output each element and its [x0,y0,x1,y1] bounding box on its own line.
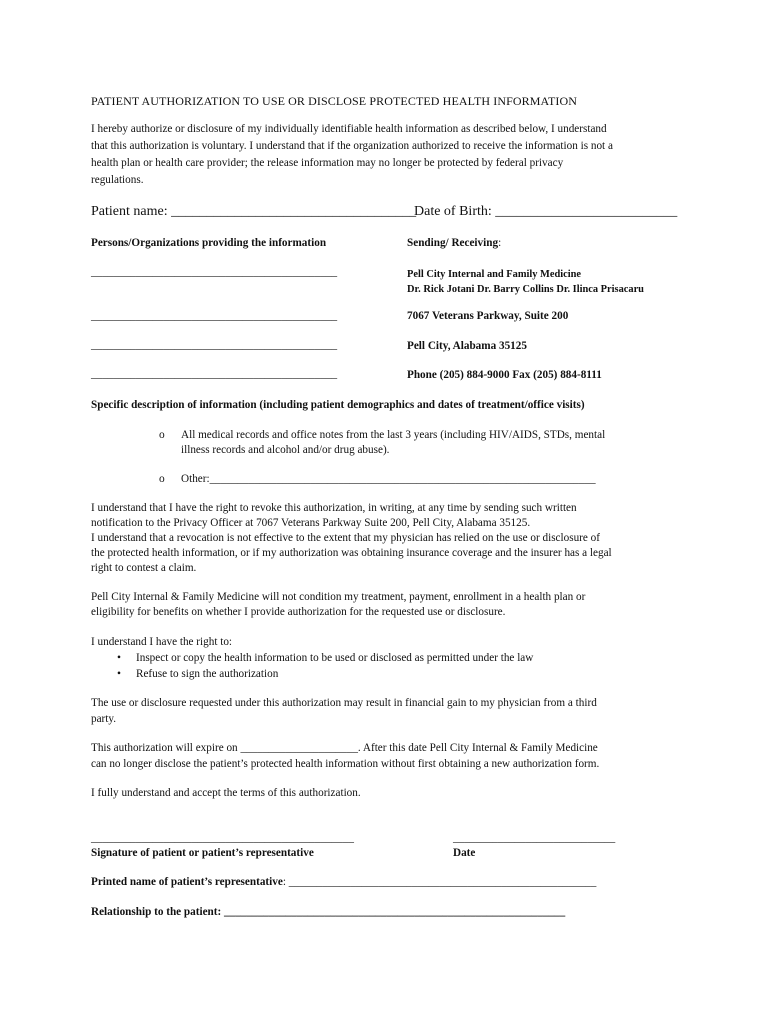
financial-gain-line-1: The use or disclosure requested under this authorization may result in financial gain to my physician from a third [91,697,597,709]
rights-item-inspect: Inspect or copy the health information to be used or disclosed as permitted under the law [136,652,534,664]
patient-name-field: Patient name: ___________________________________ [91,204,417,219]
expire-line-2: can no longer disclose the patient’s protected health information without first obtaining a new authorization form. [91,758,600,770]
condition-line-1: Pell City Internal & Family Medicine will not condition my treatment, payment, enrollment in a health plan or [91,591,586,603]
option-1-marker: o [159,429,165,441]
form-title: PATIENT AUTHORIZATION TO USE OR DISCLOSE PROTECTED HEALTH INFORMATION [91,94,578,108]
option-all-records-line-2: illness records and alcohol and/or drug abuse). [181,444,390,456]
revoke-line-5: right to contest a claim. [91,562,197,574]
provider-blank-line-1: ____________________________________________ [91,266,338,278]
relationship-field: Relationship to the patient: _____________________________________________________________ [91,906,566,918]
intro-line-1: I hereby authorize or disclosure of my individually identifiable health information as described below, I understand [91,123,607,135]
expire-line-1: This authorization will expire on _____________________. After this date Pell City Internal & Family Medicine [91,742,598,754]
option-2-marker: o [159,473,165,485]
rights-intro: I understand I have the right to: [91,636,233,648]
date-blank: _____________________________ [453,832,616,844]
option-all-records-line-1: All medical records and office notes from the last 3 years (including HIV/AIDS, STDs, mental [181,429,606,441]
condition-line-2: eligibility for benefits on whether I provide authorization for the requested use or disclosure. [91,606,506,618]
provider-blank-line-2: ____________________________________________ [91,310,338,322]
intro-line-2: that this authorization is voluntary. I understand that if the organization authorized to receive the information is not a [91,140,613,152]
sending-receiving-heading [407,237,501,249]
provider-phone-fax: Phone (205) 884-9000 Fax (205) 884-8111 [407,369,602,381]
rights-item-refuse: Refuse to sign the authorization [136,668,279,680]
printed-name-blank: : _______________________________________________________ [282,876,597,888]
date-label: Date [453,847,476,859]
rights-bullet-2: • [117,668,121,680]
revoke-line-2: notification to the Privacy Officer at 7067 Veterans Parkway Suite 200, Pell City, Alabama 35125. [91,517,531,529]
date-of-birth-field: Date of Birth: __________________________ [414,204,678,219]
intro-line-4: regulations. [91,174,144,186]
intro-line-3: health plan or health care provider; the release information may no longer be protected by federal privacy [91,157,564,169]
accept-statement: I fully understand and accept the terms of this authorization. [91,787,361,799]
sending-receiving-colon: : [498,237,502,249]
financial-gain-line-2: party. [91,713,117,725]
printed-name-label: Printed name of patient’s representative [91,876,283,888]
rights-bullet-1: • [117,652,121,664]
provider-blank-line-4: ____________________________________________ [91,368,338,380]
signature-blank: _______________________________________________ [91,832,354,844]
persons-heading: Persons/Organizations providing the information [91,237,327,249]
revoke-line-1: I understand that I have the right to revoke this authorization, in writing, at any time by sending such written [91,502,577,514]
provider-doctors: Dr. Rick Jotani Dr. Barry Collins Dr. Ilinca Prisacaru [407,284,644,295]
provider-address: 7067 Veterans Parkway, Suite 200 [407,310,569,322]
signature-label: Signature of patient or patient’s representative [91,847,314,859]
option-other: Other:_____________________________________________________________________ [181,473,596,485]
provider-blank-line-3: ____________________________________________ [91,339,338,351]
provider-city: Pell City, Alabama 35125 [407,340,527,352]
revoke-line-3: I understand that a revocation is not effective to the extent that my physician has relied on the use or disclosure of [91,532,600,544]
sending-receiving-label: Sending/ Receiving [407,237,499,249]
provider-practice-name: Pell City Internal and Family Medicine [407,269,582,280]
revoke-line-4: the protected health information, or if my authorization was obtaining insurance coverage and the insurer has a legal [91,547,612,559]
specific-description-heading: Specific description of information (including patient demographics and dates of treatment/office visits) [91,399,585,411]
printed-name-field [91,876,596,888]
